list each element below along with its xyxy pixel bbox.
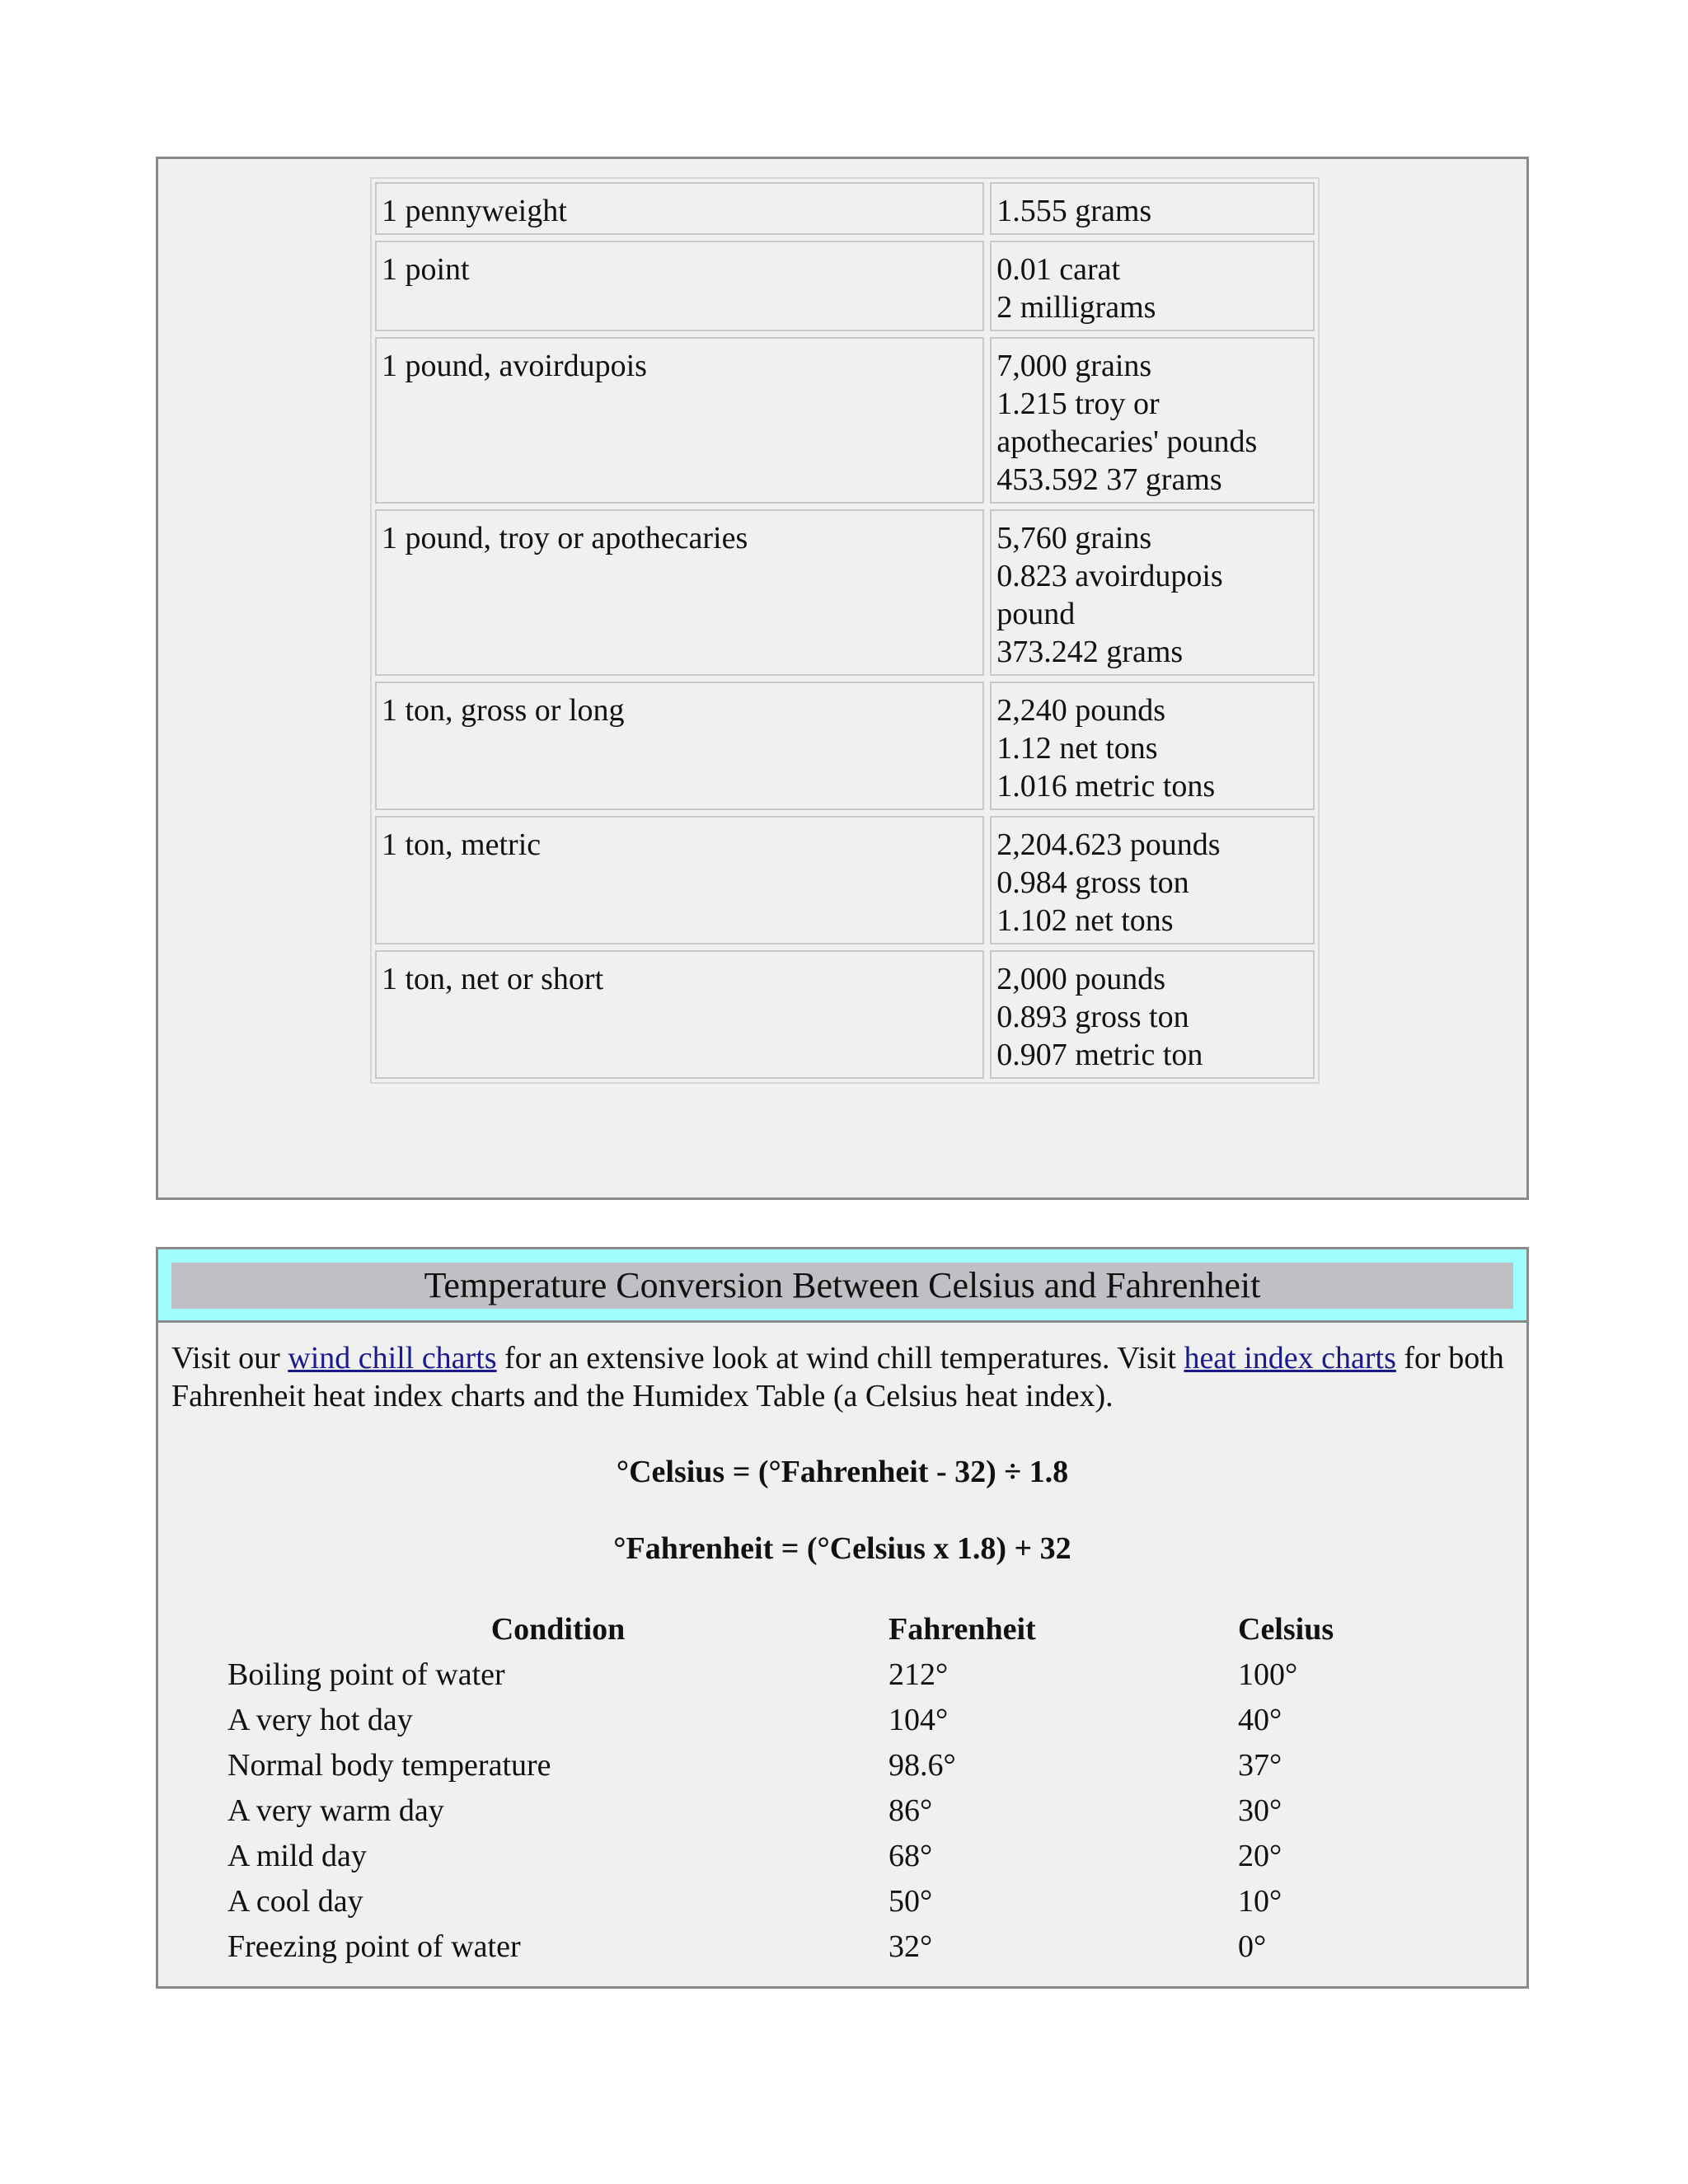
table-row [227, 1698, 1485, 1743]
weights-table-frame [370, 177, 1320, 1084]
celsius-cell: 10° [1238, 1884, 1282, 1919]
value-cell [990, 241, 1315, 331]
value-line: 2 milligrams [996, 290, 1156, 325]
fahrenheit-cell: 86° [889, 1793, 933, 1828]
weights-panel [156, 157, 1529, 1200]
value-line: 0.984 gross ton [996, 865, 1189, 900]
value-line: 0.893 gross ton [996, 1000, 1189, 1034]
value-line: 1.102 net tons [996, 903, 1174, 938]
value-cell [990, 182, 1315, 235]
unit-cell: 1 ton, metric [375, 816, 984, 944]
unit-cell: 1 ton, net or short [375, 950, 984, 1079]
temperature-table [227, 1607, 1485, 1970]
table-row [227, 1788, 1485, 1834]
fahrenheit-cell: 212° [889, 1657, 949, 1692]
table-row [375, 182, 1315, 235]
value-line: 2,204.623 pounds [996, 827, 1221, 862]
temperature-body [158, 1323, 1526, 1970]
temperature-panel [156, 1247, 1529, 1989]
unit-cell: 1 pound, troy or apothecaries [375, 509, 984, 676]
table-header-row [227, 1607, 1485, 1652]
condition-cell: A cool day [227, 1884, 363, 1919]
unit-cell: 1 point [375, 241, 984, 331]
fahrenheit-cell: 32° [889, 1929, 933, 1964]
intro-text: for an extensive look at wind chill temperatures. Visit [496, 1341, 1184, 1376]
value-line: 1.016 metric tons [996, 769, 1216, 804]
fahrenheit-header: Fahrenheit [889, 1612, 1036, 1647]
condition-cell: A very warm day [227, 1793, 444, 1828]
fahrenheit-cell: 68° [889, 1839, 933, 1873]
value-line: 2,240 pounds [996, 693, 1166, 728]
value-line: 7,000 grains [996, 349, 1152, 383]
celsius-cell: 40° [1238, 1703, 1282, 1737]
value-cell [990, 950, 1315, 1079]
fahrenheit-cell: 98.6° [889, 1748, 956, 1783]
value-line: 1.12 net tons [996, 731, 1158, 766]
fahrenheit-formula: °Fahrenheit = (°Celsius x 1.8) + 32 [613, 1531, 1071, 1566]
table-row [227, 1834, 1485, 1879]
wind-chill-charts-link[interactable]: wind chill charts [288, 1341, 497, 1376]
table-row [375, 682, 1315, 810]
value-line: 2,000 pounds [996, 962, 1166, 996]
value-cell [990, 337, 1315, 504]
intro-text: for both Fahrenheit heat index charts and the Humidex Table (a Celsius heat index). [171, 1341, 1504, 1413]
value-cell [990, 509, 1315, 676]
value-cell [990, 682, 1315, 810]
value-cell [990, 816, 1315, 944]
table-row [227, 1879, 1485, 1924]
value-line: 0.01 carat [996, 252, 1121, 287]
value-line: 0.823 avoirdupois pound [996, 559, 1223, 631]
heat-index-charts-link[interactable]: heat index charts [1184, 1341, 1396, 1376]
value-line: 5,760 grains [996, 521, 1152, 555]
table-row [375, 337, 1315, 504]
table-row [227, 1652, 1485, 1698]
celsius-formula: °Celsius = (°Fahrenheit - 32) ÷ 1.8 [616, 1455, 1069, 1489]
value-line: 373.242 grams [996, 635, 1184, 669]
condition-cell: A very hot day [227, 1703, 413, 1737]
condition-cell: Freezing point of water [227, 1929, 521, 1964]
fahrenheit-cell: 104° [889, 1703, 949, 1737]
unit-cell: 1 pennyweight [375, 182, 984, 235]
celsius-cell: 37° [1238, 1748, 1282, 1783]
condition-header: Condition [490, 1612, 626, 1647]
intro-text: Visit our [171, 1341, 288, 1376]
condition-cell: A mild day [227, 1839, 367, 1873]
temperature-header [158, 1249, 1526, 1323]
fahrenheit-cell: 50° [889, 1884, 933, 1919]
celsius-cell: 0° [1238, 1929, 1267, 1964]
celsius-cell: 20° [1238, 1839, 1282, 1873]
condition-cell: Boiling point of water [227, 1657, 505, 1692]
unit-cell: 1 pound, avoirdupois [375, 337, 984, 504]
value-line: 1.555 grams [996, 194, 1152, 228]
table-row [375, 509, 1315, 676]
celsius-cell: 100° [1238, 1657, 1298, 1692]
celsius-header: Celsius [1238, 1612, 1334, 1647]
value-line: 1.215 troy or apothecaries' pounds [996, 387, 1258, 459]
unit-cell: 1 ton, gross or long [375, 682, 984, 810]
table-row [227, 1743, 1485, 1788]
condition-cell: Normal body temperature [227, 1748, 551, 1783]
table-row [227, 1924, 1485, 1970]
table-row [375, 241, 1315, 331]
table-row [375, 816, 1315, 944]
value-line: 0.907 metric ton [996, 1038, 1203, 1072]
celsius-cell: 30° [1238, 1793, 1282, 1828]
section-title: Temperature Conversion Between Celsius and Fahrenheit [171, 1263, 1513, 1309]
intro-paragraph [171, 1339, 1513, 1415]
value-line: 453.592 37 grams [996, 462, 1222, 497]
weights-table [369, 176, 1320, 1085]
table-row [375, 950, 1315, 1079]
